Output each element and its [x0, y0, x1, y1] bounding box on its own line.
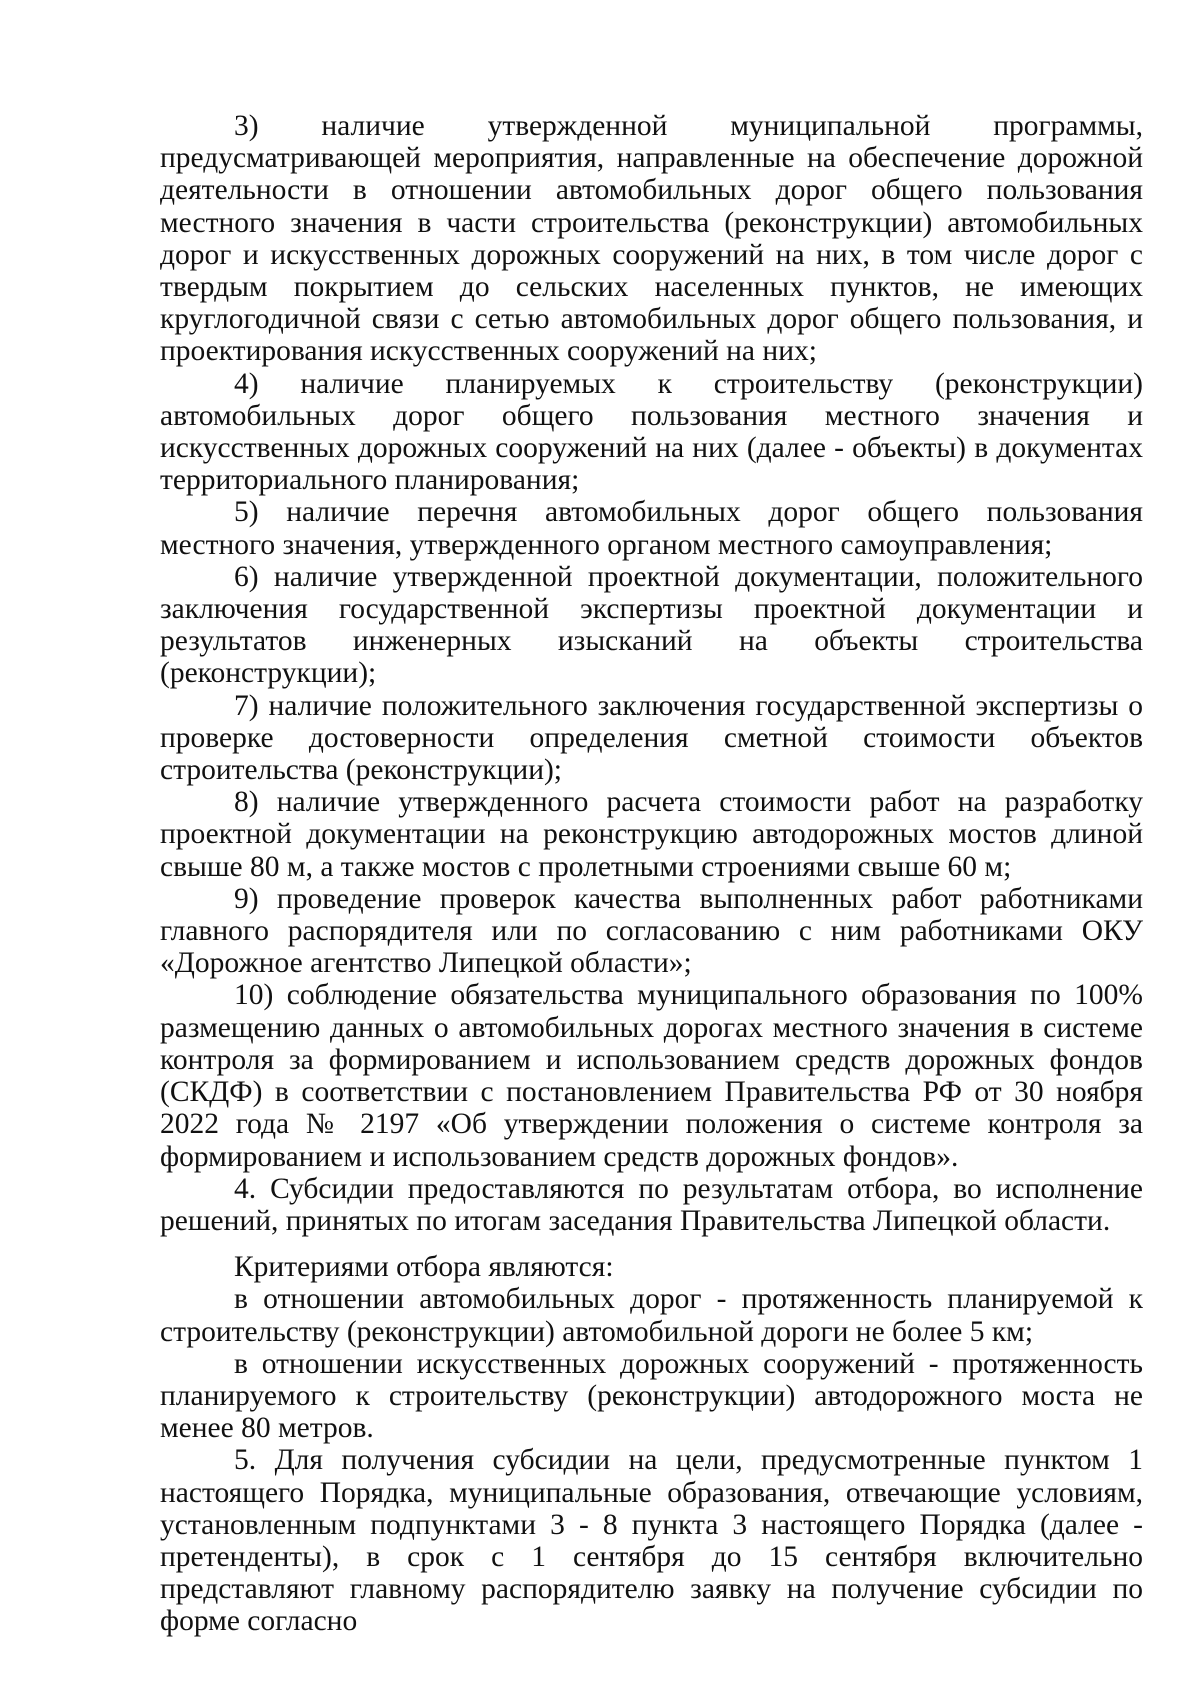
paragraph-section-4: 4. Субсидии предоставляются по результатам отбора, во исполнение решений, принятых по итогам заседания Правительства Липецкой области. [160, 1172, 1143, 1237]
paragraph-item-3: 3) наличие утвержденной муниципальной программы, предусматривающей мероприятия, направленные на обеспечение дорожной деятельности в отношении автомобильных дорог общего пользования местного значения в части строительства (реконструкции) автомобильных дорог и искусственных дорожных сооружений на них, в том числе дорог с твердым покрытием до сельских населенных пунктов, не имеющих круглогодичной связи с сетью автомобильных дорог общего пользования, и проектирования искусственных сооружений на них; [160, 110, 1143, 368]
paragraph-item-10: 10) соблюдение обязательства муниципального образования по 100% размещению данных о автомобильных дорогах местного значения в системе контроля за формированием и использованием средств дорожных фондов (СКДФ) в соответствии с постановлением Правительства РФ от 30 ноября 2022 года № 2197 «Об утверждении положения о системе контроля за формированием и использованием средств дорожных фондов». [160, 979, 1143, 1173]
paragraph-item-9: 9) проведение проверок качества выполненных работ работниками главного распорядителя или по согласованию с ним работниками ОКУ «Дорожное агентство Липецкой области»; [160, 882, 1143, 980]
paragraph-item-5: 5) наличие перечня автомобильных дорог общего пользования местного значения, утвержденного органом местного самоуправления; [160, 496, 1143, 561]
paragraph-item-7: 7) наличие положительного заключения государственной экспертизы о проверке достоверности определения сметной стоимости объектов строительства (реконструкции); [160, 689, 1143, 787]
paragraph-criteria-heading: Критериями отбора являются: [234, 1251, 614, 1284]
paragraph-criteria-roads: в отношении автомобильных дорог - протяженность планируемой к строительству (реконструкции) автомобильной дороги не более 5 км; [160, 1283, 1143, 1348]
paragraph-section-5: 5. Для получения субсидии на цели, предусмотренные пунктом 1 настоящего Порядка, муниципальные образования, отвечающие условиям, установленным подпунктами 3 - 8 пункта 3 настоящего Порядка (далее - претенденты), в срок с 1 сентября до 15 сентября включительно представляют главному распорядителю заявку на получение субсидии по форме согласно [160, 1444, 1143, 1638]
paragraph-criteria-bridges: в отношении искусственных дорожных сооружений - протяженность планируемого к строительству (реконструкции) автодорожного моста не менее 80 метров. [160, 1347, 1143, 1445]
paragraph-item-6: 6) наличие утвержденной проектной документации, положительного заключения государственной экспертизы проектной документации и результатов инженерных изысканий на объекты строительства (реконструкции); [160, 560, 1143, 690]
document-body [160, 110, 1143, 1638]
paragraph-item-8: 8) наличие утвержденного расчета стоимости работ на разработку проектной документации на реконструкцию автодорожных мостов длиной свыше 80 м, а также мостов с пролетными строениями свыше 60 м; [160, 786, 1143, 883]
paragraph-item-4: 4) наличие планируемых к строительству (реконструкции) автомобильных дорог общего пользования местного значения и искусственных дорожных сооружений на них (далее - объекты) в документах территориального планирования; [160, 367, 1143, 497]
